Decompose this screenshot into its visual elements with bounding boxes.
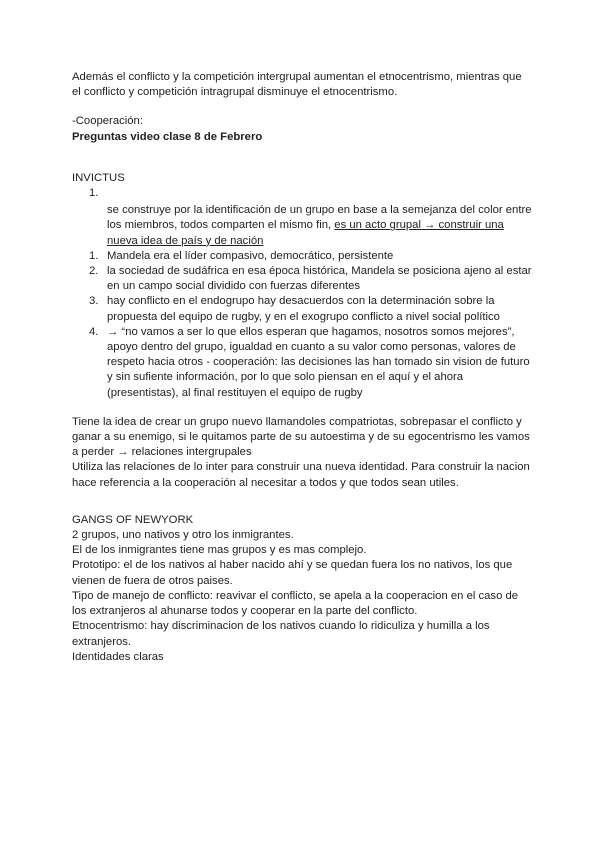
list-number: 2. [89,265,99,278]
list-number: 4. [89,325,99,338]
invictus-first-item-text: se construye por la identificación de un grupo en base a la semejanza del color entre los miembros, todos comparten el mismo fin, [107,204,532,232]
preguntas-title: Preguntas video clase 8 de Febrero [72,130,263,143]
gangs-line: El de los inmigrantes tiene mas grupos y es mas complejo. [72,544,367,557]
list-item [72,294,532,324]
invictus-first-list-item [72,186,532,201]
gangs-line: Identidades claras [72,650,164,663]
list-item-text: → “no vamos a ser lo que ellos esperan que hagamos, nosotros somos mejores”, apoyo dentro del grupo, igualdad en cuanto a su valor como personas, valores de respeto hacia otros - cooperación: las decisiones las han tomado sin vision de futuro y sin sufiente información, por lo que solo piensan en el aquí y el ahora (presentistas), al final restituyen el equipo de rugby [107,325,530,399]
list-item-text: Mandela era el líder compasivo, democrático, persistente [107,249,394,262]
intro-paragraph: Además el conflicto y la competición intergrupal aumentan el etnocentrismo, mientras que el conflicto y competición intragrupal disminuye el etnocentrismo. [72,71,522,99]
invictus-first-item-underlined: es un acto grupal → construir una nueva idea de país y de nación [107,219,504,247]
cooperacion-label: -Cooperación: [72,115,143,128]
list-item [72,249,532,264]
list-item [72,264,532,294]
gangs-line: Tipo de manejo de conflicto: reavivar el conflicto, se apela a la cooperacion en el caso de los extranjeros al ahunarse todos y cooperar en la parte del conflicto. [72,589,519,618]
gangs-line: Prototipo: el de los nativos al haber nacido ahí y se quedan fuera los no nativos, los que vienen de fuera de otros paises. [72,559,513,587]
list-number: 3. [89,295,99,308]
gangs-line: 2 grupos, uno nativos y otro los inmigrantes. [72,529,294,542]
invictus-first-item-body [72,203,532,249]
invictus-paragraph-1: Tiene la idea de crear un grupo nuevo llamandoles compatriotas, sobrepasar el conflicto y ganar a su enemigo, si le quitamos parte de su autoestima y de su egocentrismo les vamos a perder → relaciones intergrupales [72,415,530,459]
gangs-line: Etnocentrismo: hay discriminacion de los nativos cuando lo ridiculiza y humilla a los extranjeros. [72,620,490,648]
gangs-title: GANGS OF NEWYORK [72,513,194,526]
list-item [72,325,532,401]
document-page [72,70,532,665]
list-number: 1. [89,187,99,200]
list-item-text: hay conflicto en el endogrupo hay desacuerdos con la determinación sobre la propuesta del equipo de rugby, y en el exogrupo conflicto a nivel social político [107,295,500,323]
invictus-title: INVICTUS [72,171,125,184]
invictus-paragraph-2: Utiliza las relaciones de lo inter para construir una nueva identidad. Para construir la nacion hace referencia a la cooperación al necesitar a todos y que todos sean utiles. [72,461,530,489]
list-item-text: la sociedad de sudáfrica en esa época histórica, Mandela se posiciona ajeno al estar en un campo social dividido con fuerzas diferentes [107,265,532,293]
list-number: 1. [89,249,99,262]
